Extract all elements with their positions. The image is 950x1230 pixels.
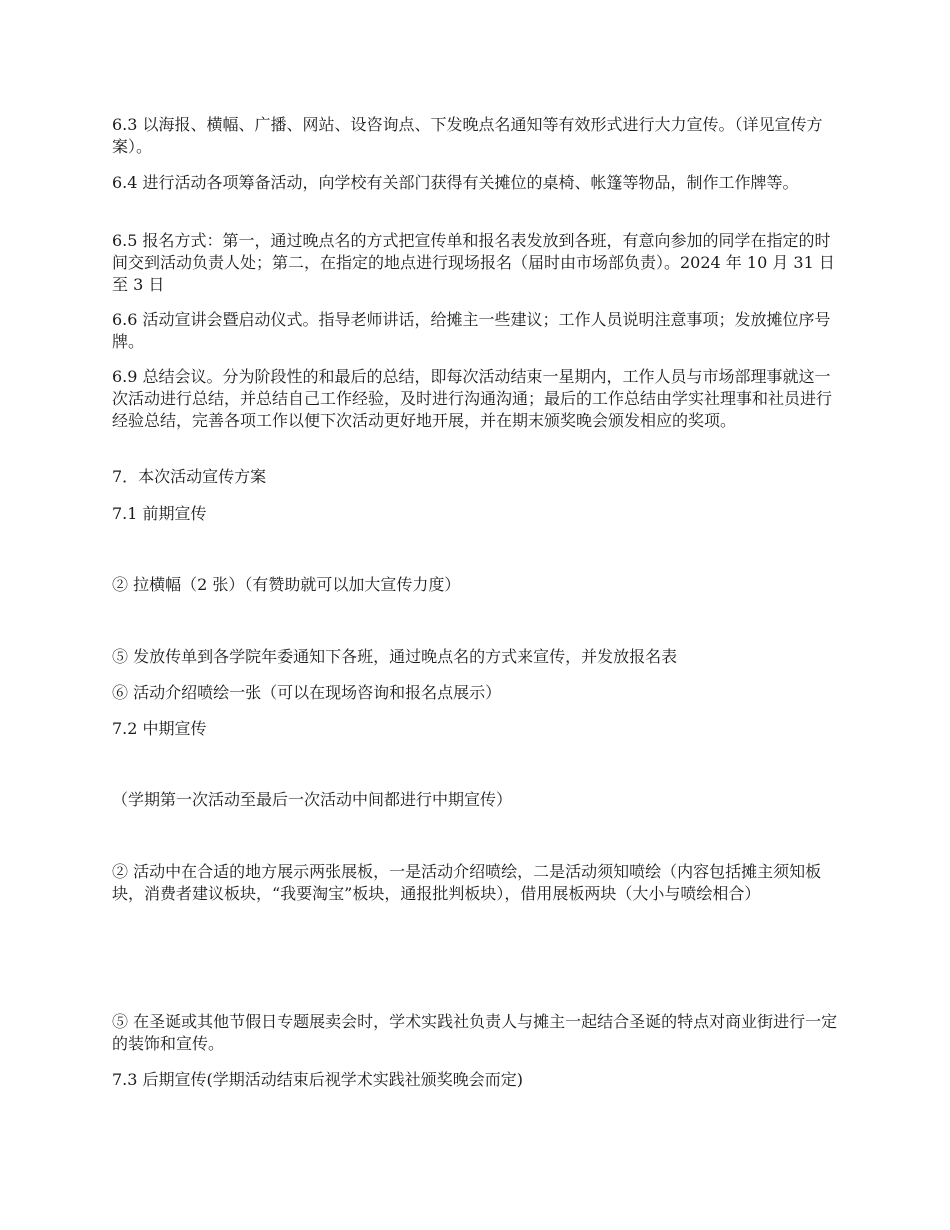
list-item-7-2-5: ⑤ 在圣诞或其他节假日专题展卖会时，学术实践社负责人与摊主一起结合圣诞的特点对商业街进行一定的装饰和宣传。 [112,1012,838,1053]
paragraph-6-9: 6.9 总结会议。分为阶段性的和最后的总结，即每次活动结束一星期内，工作人员与市场部理事就这一次活动进行总结，并总结自己工作经验，及时进行沟通沟通；最后的工作总结由学实社理事和社员进行经验总结，完善各项工作以便下次活动更好地开展，并在期末颁奖晚会颁发相应的奖项。 [112,367,833,430]
section-heading-7-2: 7.2 中期宣传 [112,719,207,738]
list-item-7-1-6: ⑥ 活动介绍喷绘一张（可以在现场咨询和报名点展示） [112,683,502,702]
list-item-7-2-2: ② 活动中在合适的地方展示两张展板，一是活动介绍喷绘，二是活动须知喷绘（内容包括摊主须知板块，消费者建议板块，“我要淘宝”板块，通报批判板块），借用展板两块（大小与喷绘相合） [112,862,822,903]
paragraph-6-4: 6.4 进行活动各项筹备活动，向学校有关部门获得有关摊位的桌椅、帐篷等物品，制作工作牌等。 [112,173,799,192]
section-heading-7-3: 7.3 后期宣传(学期活动结束后视学术实践社颁奖晚会而定) [112,1070,524,1089]
section-heading-7-1: 7.1 前期宣传 [112,504,207,523]
section-heading-7: 7．本次活动宣传方案 [112,467,267,486]
paragraph-6-3: 6.3 以海报、横幅、广播、网站、设咨询点、下发晚点名通知等有效形式进行大力宣传。（详见宣传方案）。 [112,115,823,156]
note-7-2: （学期第一次活动至最后一次活动中间都进行中期宣传） [112,790,513,809]
paragraph-6-6: 6.6 活动宣讲会暨启动仪式。指导老师讲话，给摊主一些建议；工作人员说明注意事项；发放摊位序号牌。 [112,310,831,351]
paragraph-6-5: 6.5 报名方式：第一，通过晚点名的方式把宣传单和报名表发放到各班，有意向参加的同学在指定的时间交到活动负责人处；第二，在指定的地点进行现场报名（届时由市场部负责）。2024 年 10 月 31 日至 3 日 [112,231,835,294]
list-item-7-1-2: ② 拉横幅（2 张）（有赞助就可以加大宣传力度） [112,575,461,594]
list-item-7-1-5: ⑤ 发放传单到各学院年委通知下各班，通过晚点名的方式来宣传，并发放报名表 [112,647,678,666]
